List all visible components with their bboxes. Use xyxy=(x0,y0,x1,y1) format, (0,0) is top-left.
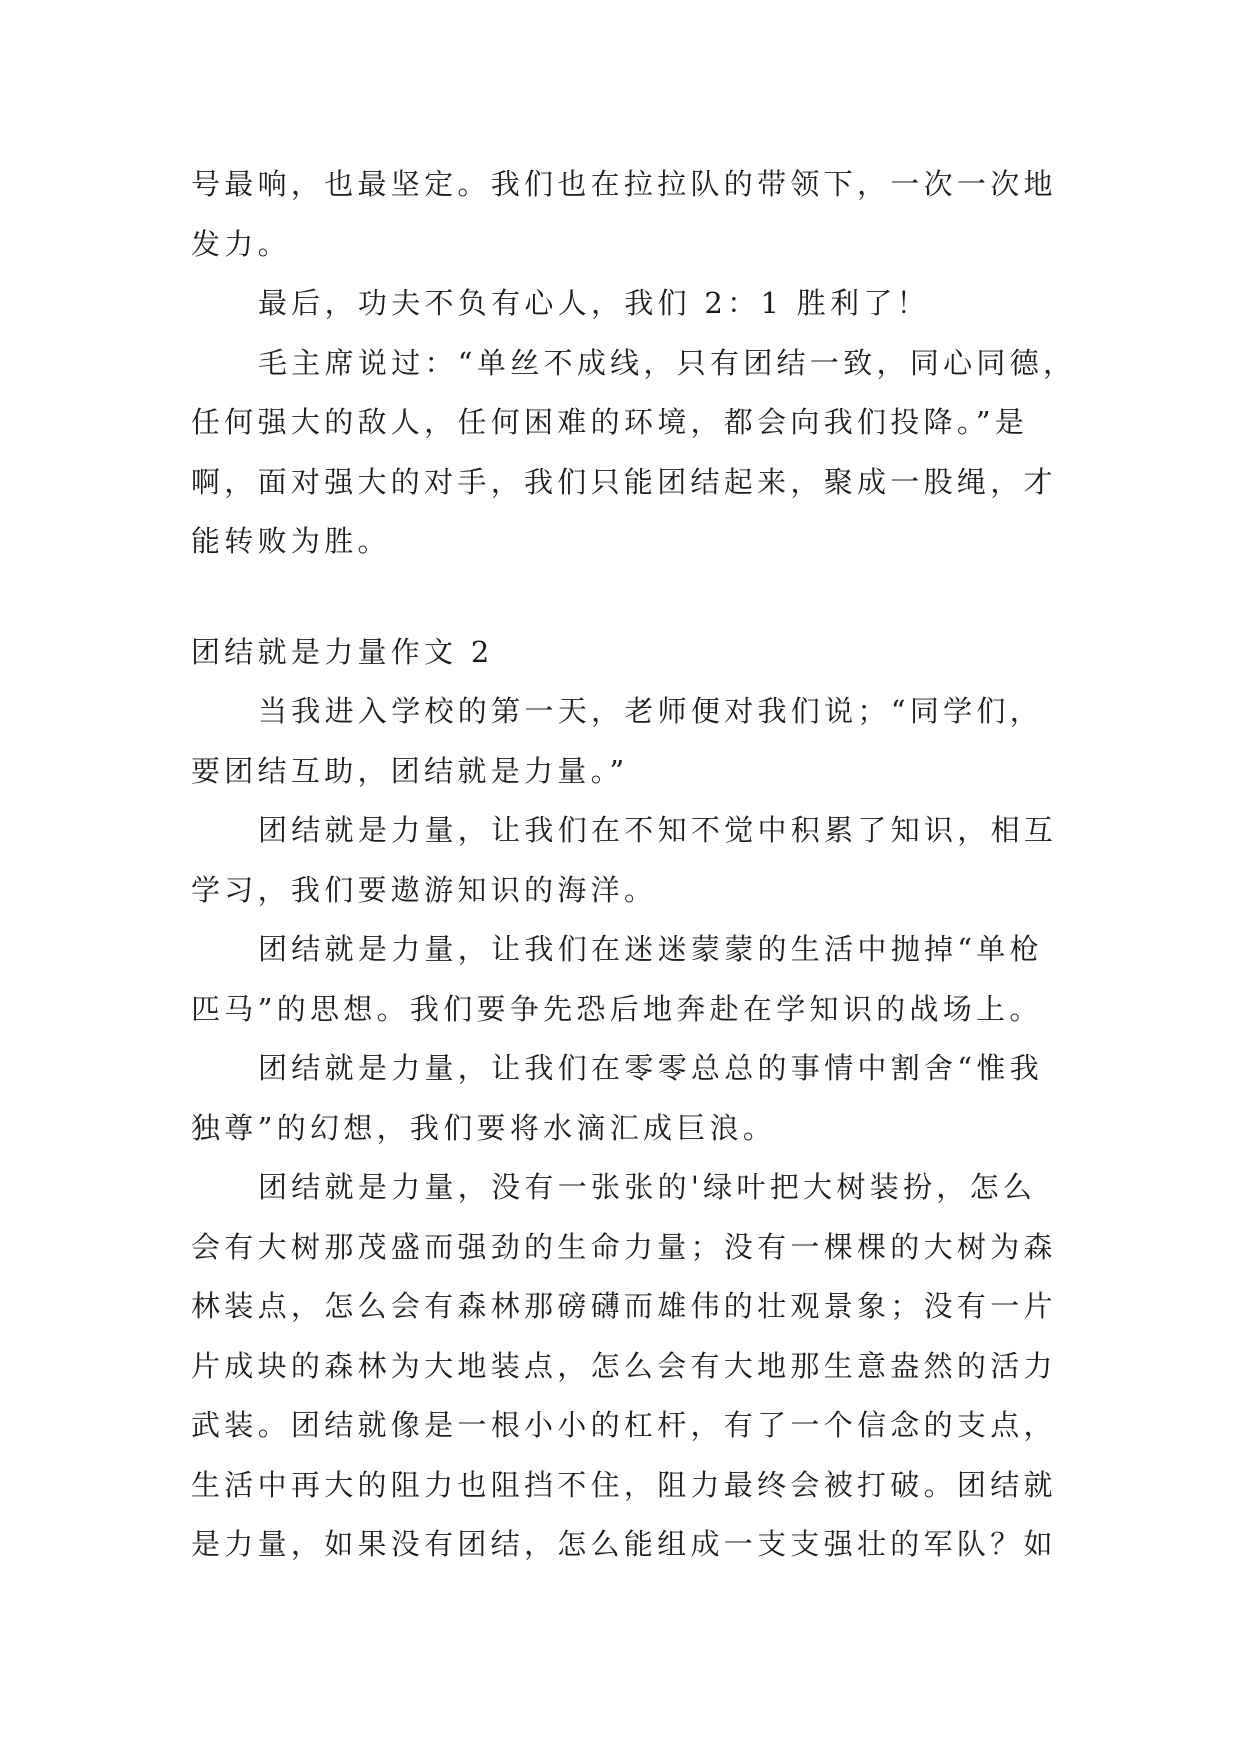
paragraph-line: 发力。 xyxy=(191,226,291,261)
paragraph xyxy=(191,920,1241,1039)
paragraph-line: 片成块的森林为大地装点，怎么会有大地那生意盎然的活力 xyxy=(191,1348,1057,1383)
paragraph xyxy=(191,801,1241,920)
paragraph-line: 团结就是力量，让我们在零零总总的事情中割舍“惟我 xyxy=(258,1051,1044,1085)
paragraph-line: 匹马”的思想。我们要争先恐后地奔赴在学知识的战场上。 xyxy=(191,991,1043,1026)
paragraph-line: 团结就是力量，没有一张张的'绿叶把大树装扮，怎么 xyxy=(258,1170,1037,1204)
paragraph-line: 会有大树那茂盛而强劲的生命力量；没有一棵棵的大树为森 xyxy=(191,1229,1057,1264)
paragraph-line: 林装点，怎么会有森林那磅礴而雄伟的壮观景象；没有一片 xyxy=(191,1289,1057,1323)
paragraph-line: 团结就是力量，让我们在不知不觉中积累了知识，相互 xyxy=(258,813,1058,847)
paragraph xyxy=(191,1158,1241,1575)
paragraph-line: 号最响，也最坚定。我们也在拉拉队的带领下，一次一次地 xyxy=(191,167,1057,201)
paragraph-line: 武装。团结就像是一根小小的杠杆，有了一个信念的支点， xyxy=(191,1408,1057,1442)
paragraph-line: 任何强大的敌人，任何困难的环境，都会向我们投降。”是 xyxy=(191,405,1029,439)
paragraph-line: 啊，面对强大的对手，我们只能团结起来，聚成一股绳，才 xyxy=(191,464,1057,499)
paragraph-line: 当我进入学校的第一天，老师便对我们说；“同学们， xyxy=(258,694,1044,728)
section-heading xyxy=(191,623,1241,683)
paragraph-line: 能转败为胜。 xyxy=(191,524,391,558)
paragraph-line: 最后，功夫不负有心人，我们 2：1 胜利了！ xyxy=(258,286,930,320)
paragraph-line: 生活中再大的阻力也阻挡不住，阻力最终会被打破。团结就 xyxy=(191,1467,1057,1502)
paragraph xyxy=(191,1039,1241,1158)
paragraph-line: 独尊”的幻想，我们要将水滴汇成巨浪。 xyxy=(191,1110,777,1145)
paragraph-line: 毛主席说过：“单丝不成线，只有团结一致，同心同德， xyxy=(258,345,1077,380)
paragraph xyxy=(191,334,1241,572)
paragraph-line: 是力量，如果没有团结，怎么能组成一支支强壮的军队？如 xyxy=(191,1527,1057,1561)
paragraph-line: 要团结互助，团结就是力量。” xyxy=(191,753,629,788)
paragraph-line: 团结就是力量，让我们在迷迷蒙蒙的生活中抛掉“单枪 xyxy=(258,932,1044,966)
continued-paragraph xyxy=(191,155,1241,274)
paragraph-line: 学习，我们要遨游知识的海洋。 xyxy=(191,872,658,907)
paragraph xyxy=(191,682,1241,801)
paragraph xyxy=(191,274,1241,334)
heading-text: 团结就是力量作文 2 xyxy=(191,634,494,669)
